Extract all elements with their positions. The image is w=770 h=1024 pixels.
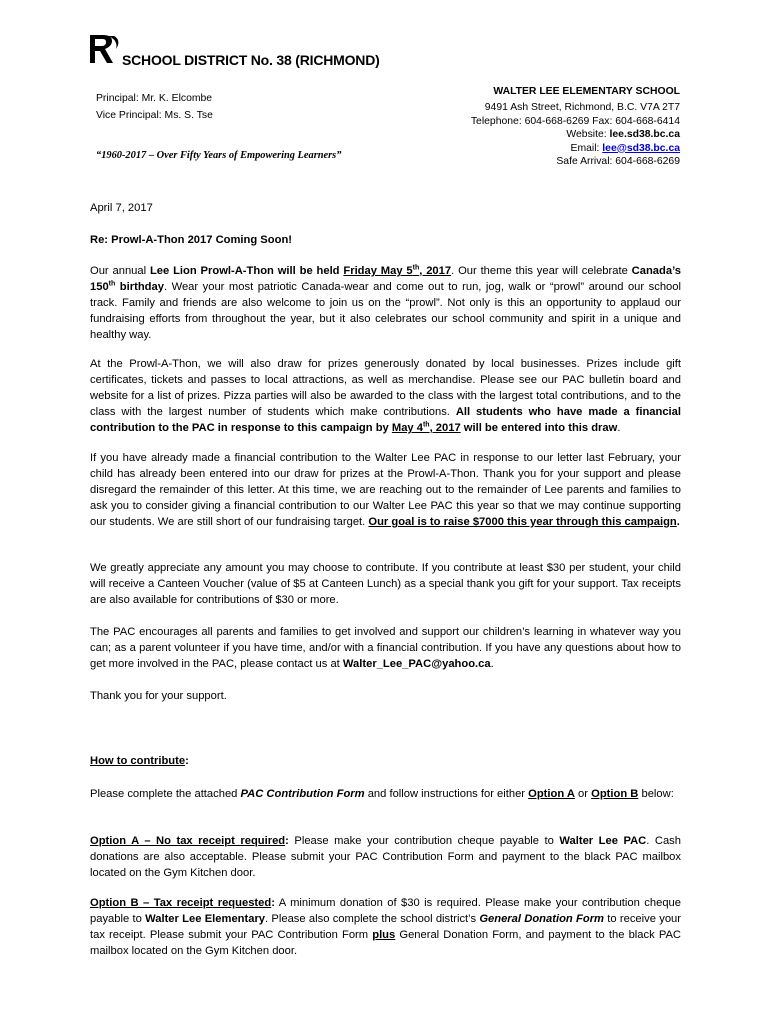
principal-name: Principal: Mr. K. Elcombe — [96, 93, 213, 104]
paragraph-3: If you have already made a financial contribution to the Walter Lee PAC in response to our letter last February, your child has already been entered into our draw for prizes at the Prowl-A-Thon. Thank you for your support and please disregard the remainder of this letter. At this time, we are reaching out to the remainder of Lee parents and families to ask you to consider giving a financial contribution to our Walter Lee PAC this year so that we may continue supporting our students. We are still short of our fundraising target. Our goal is to raise $7000 this year through this campaign. — [90, 452, 681, 528]
how-to-contribute-text: Please complete the attached PAC Contribution Form and follow instructions for either Option A or Option B below: — [90, 788, 674, 800]
letter-date: April 7, 2017 — [90, 202, 153, 214]
school-motto: “1960-2017 – Over Fifty Years of Empowering Learners” — [96, 150, 342, 161]
website-link[interactable]: lee.sd38.bc.ca — [609, 129, 680, 141]
vice-principal-name: Vice Principal: Ms. S. Tse — [96, 110, 213, 121]
website-label: Website: — [566, 129, 610, 141]
option-b-label: Option B – Tax receipt requested — [90, 897, 272, 909]
email-label: Email: — [570, 142, 603, 154]
paragraph-1: Our annual Lee Lion Prowl-A-Thon will be held Friday May 5th, 2017. Our theme this year will celebrate Canada’s 150th birthday. Wear your most patriotic Canada-wear and come out to run, jog, walk or “prowl” around our school track. Family and friends are also welcome to join us on the “prowl”. Not only is this an opportunity to applaud our fundraising efforts from throughout the year, but it also celebrates our school community and spirit in a unique and healthy way. — [90, 264, 681, 341]
paragraph-5: The PAC encourages all parents and families to get involved and support our children’s learning in whatever way you can; as a parent volunteer if you have time, and/or with a financial contribution. If you have any questions about how to get more involved in the PAC, please contact us at Walter_Lee_PAC@yahoo.ca. — [90, 626, 681, 670]
email-link[interactable]: lee@sd38.bc.ca — [602, 142, 680, 154]
school-email-line — [340, 142, 680, 155]
school-phone-fax: Telephone: 604-668-6269 Fax: 604-668-6414 — [470, 115, 680, 127]
school-district-logo-icon — [88, 33, 122, 65]
option-a-paragraph: Option A – No tax receipt required: Please make your contribution cheque payable to Walter Lee PAC. Cash donations are also acceptable. Please submit your PAC Contribution Form and payment to the black PAC mailbox located on the Gym Kitchen door. — [90, 835, 681, 879]
paragraph-4: We greatly appreciate any amount you may choose to contribute. If you contribute at least $30 per student, your child will receive a Canteen Voucher (value of $5 at Canteen Lunch) as a special thank you gift for your support. Tax receipts are also available for contributions of $30 or more. — [90, 562, 681, 606]
school-contact-block — [340, 85, 680, 168]
district-title: SCHOOL DISTRICT No. 38 (RICHMOND) — [122, 52, 380, 68]
how-to-contribute-heading: How to contribute: — [90, 755, 189, 767]
pac-email[interactable]: Walter_Lee_PAC@yahoo.ca — [342, 658, 491, 670]
letter-subject: Re: Prowl-A-Thon 2017 Coming Soon! — [90, 234, 292, 246]
school-address: 9491 Ash Street, Richmond, B.C. V7A 2T7 — [484, 102, 680, 114]
thank-you-line: Thank you for your support. — [90, 690, 227, 702]
option-b-paragraph: Option B – Tax receipt requested: A minimum donation of $30 is required. Please make your contribution cheque payable to Walter Lee Elementary. Please also complete the school district’s General Donation Form to receive your tax receipt. Please submit your PAC Contribution Form plus General Donation Form, and payment to the black PAC mailbox located on the Gym Kitchen door. — [90, 897, 682, 957]
school-website-line — [340, 128, 680, 141]
school-name: WALTER LEE ELEMENTARY SCHOOL — [493, 86, 680, 97]
option-a-label: Option A – No tax receipt required — [90, 835, 286, 847]
paragraph-2: At the Prowl-A-Thon, we will also draw for prizes generously donated by local businesses. Prizes include gift certificates, tickets and passes to local attractions, as well as merchandise. Please see our PAC bulletin board and website for a list of prizes. Pizza parties will also be awarded to the class with the largest total contributions, and to the class with the largest number of students which make contributions. All students who have made a financial contribution to the PAC in response to this campaign by May 4th, 2017 will be entered into this draw. — [90, 358, 681, 434]
safe-arrival-line: Safe Arrival: 604-668-6269 — [556, 156, 680, 168]
principals-block — [96, 90, 213, 124]
